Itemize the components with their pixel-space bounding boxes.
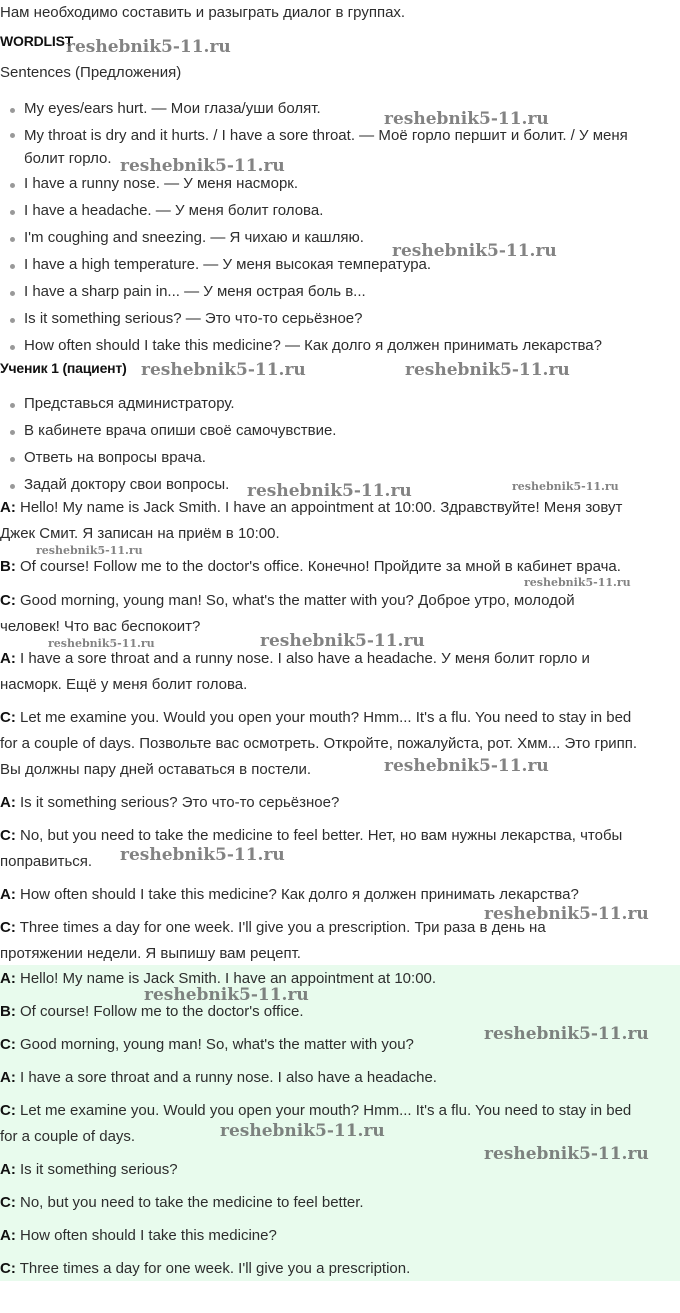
- intro-text: Нам необходимо составить и разыграть диалог в группах.: [0, 4, 406, 21]
- speaker-label: A:: [0, 794, 16, 811]
- watermark: reshebnik5-11.ru: [524, 576, 631, 589]
- dialog-text: I have a sore throat and a runny nose. I also have a headache. У меня болит горло и: [15, 650, 590, 667]
- list-item: I have a runny nose. — У меня насморк.: [0, 171, 672, 198]
- speaker-label: C:: [0, 709, 16, 726]
- dialog-text: No, but you need to take the medicine to feel better.: [15, 1194, 364, 1211]
- dialog-line: [0, 999, 680, 1025]
- dialog-text: Of course! Follow me to the doctor's office.: [15, 1003, 304, 1020]
- dialog-line: [0, 705, 680, 783]
- dialog-line: [0, 1256, 680, 1282]
- dialog-text: Вы должны пару дней оставаться в постели.: [0, 761, 312, 778]
- dialog-text: поправиться.: [0, 853, 93, 870]
- watermark: reshebnik5-11.ru: [66, 37, 231, 57]
- list-item: My throat is dry and it hurts. / I have a sore throat. — Моё горло першит и болит. / У меня болит горло.: [0, 123, 672, 171]
- sentences-list: [0, 96, 672, 360]
- watermark: reshebnik5-11.ru: [384, 109, 549, 129]
- watermark: reshebnik5-11.ru: [484, 1144, 649, 1164]
- watermark: reshebnik5-11.ru: [260, 631, 425, 651]
- dialog-text: for a couple of days. Позвольте вас осмотреть. Откройте, пожалуйста, рот. Хмм... Это грипп.: [0, 735, 638, 752]
- speaker-label: A:: [0, 1069, 16, 1086]
- dialog-text: Of course! Follow me to the doctor's office. Конечно! Пройдите за мной в кабинет врача.: [15, 558, 621, 575]
- watermark: reshebnik5-11.ru: [48, 637, 155, 650]
- tasks-list: [0, 391, 672, 499]
- dialog-text: Is it something serious?: [15, 1161, 178, 1178]
- list-item: My eyes/ears hurt. — Мои глаза/уши болят.: [0, 96, 672, 123]
- dialog-text: How often should I take this medicine?: [15, 1227, 277, 1244]
- dialog-line: [0, 823, 680, 875]
- dialog-line: [0, 966, 680, 992]
- dialog-text: человек! Что вас беспокоит?: [0, 618, 201, 635]
- speaker-label: B:: [0, 1003, 16, 1020]
- list-item: Задай доктору свои вопросы.: [0, 472, 672, 499]
- dialog-text: насморк. Ещё у меня болит голова.: [0, 676, 248, 693]
- watermark: reshebnik5-11.ru: [144, 985, 309, 1005]
- dialog-line: [0, 1190, 680, 1216]
- list-item: Ответь на вопросы врача.: [0, 445, 672, 472]
- speaker-label: C:: [0, 919, 16, 936]
- dialog-line: [0, 882, 680, 908]
- list-item: How often should I take this medicine? — Как долго я должен принимать лекарства?: [0, 333, 672, 360]
- dialog-line: [0, 588, 680, 640]
- student-heading: Ученик 1 (пациент): [0, 360, 127, 376]
- dialog-text: Джек Смит. Я записан на приём в 10:00.: [0, 525, 280, 542]
- dialog-text: for a couple of days.: [0, 1128, 136, 1145]
- dialog-line: [0, 915, 680, 967]
- list-item: I have a sharp pain in... — У меня острая боль в...: [0, 279, 672, 306]
- dialog-text: протяжении недели. Я выпишу вам рецепт.: [0, 945, 301, 962]
- list-item: I have a headache. — У меня болит голова.: [0, 198, 672, 225]
- dialog-line: [0, 1032, 680, 1058]
- dialog-text: Three times a day for one week. I'll give you a prescription.: [15, 1260, 411, 1277]
- dialog-text: I have a sore throat and a runny nose. I also have a headache.: [15, 1069, 437, 1086]
- dialog-text: Good morning, young man! So, what's the matter with you?: [15, 1036, 414, 1053]
- speaker-label: B:: [0, 558, 16, 575]
- dialog-line: [0, 646, 680, 698]
- speaker-label: C:: [0, 1102, 16, 1119]
- speaker-label: C:: [0, 1260, 16, 1277]
- wordlist-heading: WORDLIST: [0, 33, 74, 49]
- watermark: reshebnik5-11.ru: [247, 481, 412, 501]
- dialog-text: Three times a day for one week. I'll give you a prescription. Три раза в день на: [15, 919, 546, 936]
- dialog-text: Let me examine you. Would you open your mouth? Hmm... It's a flu. You need to stay in bed: [15, 709, 632, 726]
- list-item: I'm coughing and sneezing. — Я чихаю и кашляю.: [0, 225, 672, 252]
- speaker-label: A:: [0, 1227, 16, 1244]
- dialog-text: Is it something serious? Это что-то серьёзное?: [15, 794, 340, 811]
- watermark: reshebnik5-11.ru: [220, 1121, 385, 1141]
- watermark: reshebnik5-11.ru: [36, 544, 143, 557]
- speaker-label: A:: [0, 650, 16, 667]
- sentences-heading: Sentences (Предложения): [0, 64, 182, 81]
- dialog-line: [0, 1223, 680, 1249]
- speaker-label: C:: [0, 1194, 16, 1211]
- watermark: reshebnik5-11.ru: [392, 241, 557, 261]
- dialog-line: [0, 1098, 680, 1150]
- watermark: reshebnik5-11.ru: [484, 1024, 649, 1044]
- list-item: Представься администратору.: [0, 391, 672, 418]
- dialog-line: [0, 495, 680, 547]
- speaker-label: C:: [0, 827, 16, 844]
- watermark: reshebnik5-11.ru: [405, 360, 570, 380]
- watermark: reshebnik5-11.ru: [120, 845, 285, 865]
- speaker-label: A:: [0, 499, 16, 516]
- list-item: В кабинете врача опиши своё самочувствие.: [0, 418, 672, 445]
- watermark: reshebnik5-11.ru: [120, 156, 285, 176]
- watermark: reshebnik5-11.ru: [484, 904, 649, 924]
- speaker-label: C:: [0, 1036, 16, 1053]
- speaker-label: A:: [0, 1161, 16, 1178]
- speaker-label: A:: [0, 886, 16, 903]
- dialog-line: [0, 1065, 680, 1091]
- dialog-text: Hello! My name is Jack Smith. I have an appointment at 10:00.: [15, 970, 437, 987]
- dialog-text: Hello! My name is Jack Smith. I have an appointment at 10:00. Здравствуйте! Меня зовут: [15, 499, 623, 516]
- watermark: reshebnik5-11.ru: [512, 480, 619, 493]
- dialog-text: Good morning, young man! So, what's the matter with you? Доброе утро, молодой: [15, 592, 575, 609]
- watermark: reshebnik5-11.ru: [384, 756, 549, 776]
- dialog-text: Let me examine you. Would you open your mouth? Hmm... It's a flu. You need to stay in bed: [15, 1102, 632, 1119]
- speaker-label: A:: [0, 970, 16, 987]
- speaker-label: C:: [0, 592, 16, 609]
- list-item: I have a high temperature. — У меня высокая температура.: [0, 252, 672, 279]
- list-item: Is it something serious? — Это что-то серьёзное?: [0, 306, 672, 333]
- dialog-line: [0, 554, 680, 580]
- dialog-line: [0, 1157, 680, 1183]
- dialog-line: [0, 790, 680, 816]
- dialog-text: How often should I take this medicine? Как долго я должен принимать лекарства?: [15, 886, 579, 903]
- dialog-text: No, but you need to take the medicine to feel better. Нет, но вам нужны лекарства, чтобы: [15, 827, 623, 844]
- watermark: reshebnik5-11.ru: [141, 360, 306, 380]
